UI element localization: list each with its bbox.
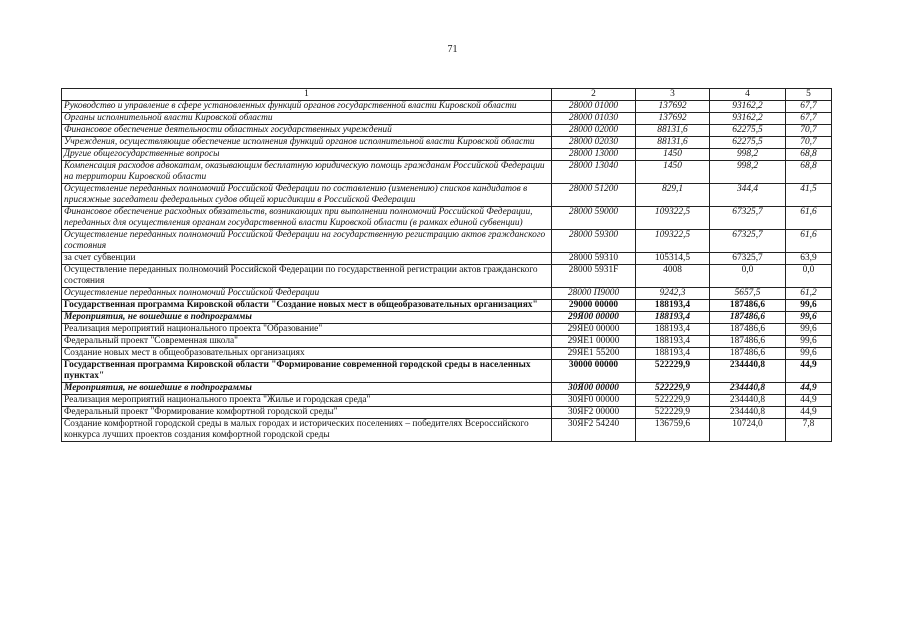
column-header-3: 3 bbox=[636, 89, 710, 101]
table-row bbox=[62, 230, 832, 253]
row-code-cell: 29ЯЕ0 00000 bbox=[552, 324, 636, 336]
row-percent-value: 44,9 bbox=[786, 360, 832, 383]
column-header-4: 4 bbox=[710, 89, 786, 101]
row-percent-value: 70,7 bbox=[786, 137, 832, 149]
row-name-cell: за счет субвенции bbox=[62, 253, 552, 265]
row-code-cell: 28000 01000 bbox=[552, 101, 636, 113]
row-percent-value: 61,6 bbox=[786, 230, 832, 253]
row-plan-value: 137692 bbox=[636, 101, 710, 113]
table-row bbox=[62, 336, 832, 348]
row-plan-value: 105314,5 bbox=[636, 253, 710, 265]
row-code-cell: 30ЯF2 54240 bbox=[552, 419, 636, 442]
row-name-cell: Учреждения, осуществляющие обеспечение исполнения функций органов исполнительной власти Кировской области bbox=[62, 137, 552, 149]
row-percent-value: 7,8 bbox=[786, 419, 832, 442]
row-plan-value: 9242,3 bbox=[636, 288, 710, 300]
budget-table bbox=[61, 88, 832, 442]
table-row bbox=[62, 300, 832, 312]
row-plan-value: 188193,4 bbox=[636, 348, 710, 360]
row-name-cell: Реализация мероприятий национального проекта "Жилье и городская среда" bbox=[62, 395, 552, 407]
row-actual-value: 93162,2 bbox=[710, 113, 786, 125]
row-name-cell: Федеральный проект "Формирование комфортной городской среды" bbox=[62, 407, 552, 419]
row-percent-value: 67,7 bbox=[786, 101, 832, 113]
row-actual-value: 0,0 bbox=[710, 265, 786, 288]
row-name-cell: Мероприятия, не вошедшие в подпрограммы bbox=[62, 383, 552, 395]
row-name-cell: Федеральный проект "Современная школа" bbox=[62, 336, 552, 348]
row-actual-value: 234440,8 bbox=[710, 360, 786, 383]
row-percent-value: 68,8 bbox=[786, 149, 832, 161]
row-plan-value: 188193,4 bbox=[636, 336, 710, 348]
table-row bbox=[62, 360, 832, 383]
row-plan-value: 188193,4 bbox=[636, 300, 710, 312]
row-code-cell: 28000 01030 bbox=[552, 113, 636, 125]
table-row bbox=[62, 184, 832, 207]
row-name-cell: Реализация мероприятий национального проекта "Образование" bbox=[62, 324, 552, 336]
row-code-cell: 28000 02000 bbox=[552, 125, 636, 137]
table-row bbox=[62, 253, 832, 265]
column-header-1: 1 bbox=[62, 89, 552, 101]
row-percent-value: 99,6 bbox=[786, 348, 832, 360]
row-percent-value: 99,6 bbox=[786, 336, 832, 348]
row-code-cell: 28000 59300 bbox=[552, 230, 636, 253]
table-row bbox=[62, 125, 832, 137]
row-actual-value: 234440,8 bbox=[710, 407, 786, 419]
row-actual-value: 998,2 bbox=[710, 161, 786, 184]
table-row bbox=[62, 149, 832, 161]
row-percent-value: 99,6 bbox=[786, 312, 832, 324]
row-actual-value: 234440,8 bbox=[710, 395, 786, 407]
row-actual-value: 67325,7 bbox=[710, 230, 786, 253]
table-row bbox=[62, 419, 832, 442]
table-row bbox=[62, 161, 832, 184]
row-code-cell: 28000 13040 bbox=[552, 161, 636, 184]
row-code-cell: 30Я00 00000 bbox=[552, 383, 636, 395]
row-name-cell: Осуществление переданных полномочий Российской Федерации bbox=[62, 288, 552, 300]
row-code-cell: 28000 59000 bbox=[552, 207, 636, 230]
row-name-cell: Руководство и управление в сфере установленных функций органов государственной власти Кировской области bbox=[62, 101, 552, 113]
row-actual-value: 187486,6 bbox=[710, 336, 786, 348]
row-name-cell: Финансовое обеспечение расходных обязательств, возникающих при выполнении полномочий Российской Федерации, переданных для осуществления органам государственной власти Кировской области (в рамках единой субвенции) bbox=[62, 207, 552, 230]
table-row bbox=[62, 348, 832, 360]
row-actual-value: 62275,5 bbox=[710, 137, 786, 149]
row-plan-value: 1450 bbox=[636, 149, 710, 161]
table-row bbox=[62, 395, 832, 407]
row-percent-value: 99,6 bbox=[786, 300, 832, 312]
table-row bbox=[62, 137, 832, 149]
table-row bbox=[62, 265, 832, 288]
row-percent-value: 68,8 bbox=[786, 161, 832, 184]
row-percent-value: 63,9 bbox=[786, 253, 832, 265]
table-row bbox=[62, 324, 832, 336]
column-header-5: 5 bbox=[786, 89, 832, 101]
row-percent-value: 61,6 bbox=[786, 207, 832, 230]
row-code-cell: 29ЯЕ1 55200 bbox=[552, 348, 636, 360]
row-name-cell: Осуществление переданных полномочий Российской Федерации на государственную регистрацию актов гражданского состояния bbox=[62, 230, 552, 253]
row-name-cell: Другие общегосударственные вопросы bbox=[62, 149, 552, 161]
table-row bbox=[62, 312, 832, 324]
table-row bbox=[62, 207, 832, 230]
row-plan-value: 522229,9 bbox=[636, 407, 710, 419]
row-actual-value: 93162,2 bbox=[710, 101, 786, 113]
row-actual-value: 344,4 bbox=[710, 184, 786, 207]
row-code-cell: 28000 13000 bbox=[552, 149, 636, 161]
row-actual-value: 234440,8 bbox=[710, 383, 786, 395]
row-name-cell: Государственная программа Кировской области "Создание новых мест в общеобразовательных организациях" bbox=[62, 300, 552, 312]
row-plan-value: 188193,4 bbox=[636, 324, 710, 336]
row-actual-value: 998,2 bbox=[710, 149, 786, 161]
row-code-cell: 28000 П9000 bbox=[552, 288, 636, 300]
table-row bbox=[62, 113, 832, 125]
row-percent-value: 0,0 bbox=[786, 265, 832, 288]
row-percent-value: 41,5 bbox=[786, 184, 832, 207]
row-name-cell: Финансовое обеспечение деятельности областных государственных учреждений bbox=[62, 125, 552, 137]
row-plan-value: 137692 bbox=[636, 113, 710, 125]
row-percent-value: 44,9 bbox=[786, 407, 832, 419]
row-name-cell: Органы исполнительной власти Кировской области bbox=[62, 113, 552, 125]
table-row bbox=[62, 288, 832, 300]
row-actual-value: 187486,6 bbox=[710, 300, 786, 312]
header-row bbox=[62, 89, 832, 101]
row-code-cell: 28000 02030 bbox=[552, 137, 636, 149]
row-code-cell: 30ЯF2 00000 bbox=[552, 407, 636, 419]
row-code-cell: 29ЯЕ1 00000 bbox=[552, 336, 636, 348]
row-name-cell: Создание новых мест в общеобразовательных организациях bbox=[62, 348, 552, 360]
row-name-cell: Осуществление переданных полномочий Российской Федерации по составлению (изменению) списков кандидатов в присяжные заседатели федеральных судов общей юрисдикции в Российской Федерации bbox=[62, 184, 552, 207]
row-plan-value: 109322,5 bbox=[636, 230, 710, 253]
row-actual-value: 62275,5 bbox=[710, 125, 786, 137]
row-code-cell: 28000 51200 bbox=[552, 184, 636, 207]
row-percent-value: 99,6 bbox=[786, 324, 832, 336]
row-percent-value: 61,2 bbox=[786, 288, 832, 300]
row-actual-value: 5657,5 bbox=[710, 288, 786, 300]
row-plan-value: 522229,9 bbox=[636, 395, 710, 407]
row-plan-value: 88131,6 bbox=[636, 125, 710, 137]
row-percent-value: 44,9 bbox=[786, 383, 832, 395]
row-plan-value: 136759,6 bbox=[636, 419, 710, 442]
row-plan-value: 1450 bbox=[636, 161, 710, 184]
row-code-cell: 30ЯF0 00000 bbox=[552, 395, 636, 407]
row-plan-value: 4008 bbox=[636, 265, 710, 288]
row-name-cell: Компенсация расходов адвокатам, оказывающим бесплатную юридическую помощь гражданам Российской Федерации на территории Кировской области bbox=[62, 161, 552, 184]
row-plan-value: 88131,6 bbox=[636, 137, 710, 149]
row-code-cell: 29Я00 00000 bbox=[552, 312, 636, 324]
row-actual-value: 67325,7 bbox=[710, 207, 786, 230]
row-name-cell: Осуществление переданных полномочий Российской Федерации по государственной регистрации актов гражданского состояния bbox=[62, 265, 552, 288]
page-number: 71 bbox=[447, 44, 458, 55]
row-name-cell: Государственная программа Кировской области "Формирование современной городской среды в населенных пунктах" bbox=[62, 360, 552, 383]
row-percent-value: 67,7 bbox=[786, 113, 832, 125]
row-plan-value: 188193,4 bbox=[636, 312, 710, 324]
column-header-2: 2 bbox=[552, 89, 636, 101]
row-code-cell: 29000 00000 bbox=[552, 300, 636, 312]
row-plan-value: 522229,9 bbox=[636, 360, 710, 383]
table-row bbox=[62, 101, 832, 113]
row-percent-value: 70,7 bbox=[786, 125, 832, 137]
row-actual-value: 187486,6 bbox=[710, 348, 786, 360]
row-code-cell: 28000 59310 bbox=[552, 253, 636, 265]
row-code-cell: 28000 5931F bbox=[552, 265, 636, 288]
row-percent-value: 44,9 bbox=[786, 395, 832, 407]
row-plan-value: 109322,5 bbox=[636, 207, 710, 230]
row-actual-value: 187486,6 bbox=[710, 312, 786, 324]
table-row bbox=[62, 383, 832, 395]
row-name-cell: Создание комфортной городской среды в малых городах и исторических поселениях – победителях Всероссийского конкурса лучших проектов создания комфортной городской среды bbox=[62, 419, 552, 442]
table-row bbox=[62, 407, 832, 419]
row-code-cell: 30000 00000 bbox=[552, 360, 636, 383]
row-plan-value: 829,1 bbox=[636, 184, 710, 207]
row-actual-value: 67325,7 bbox=[710, 253, 786, 265]
row-actual-value: 187486,6 bbox=[710, 324, 786, 336]
row-name-cell: Мероприятия, не вошедшие в подпрограммы bbox=[62, 312, 552, 324]
row-actual-value: 10724,0 bbox=[710, 419, 786, 442]
row-plan-value: 522229,9 bbox=[636, 383, 710, 395]
